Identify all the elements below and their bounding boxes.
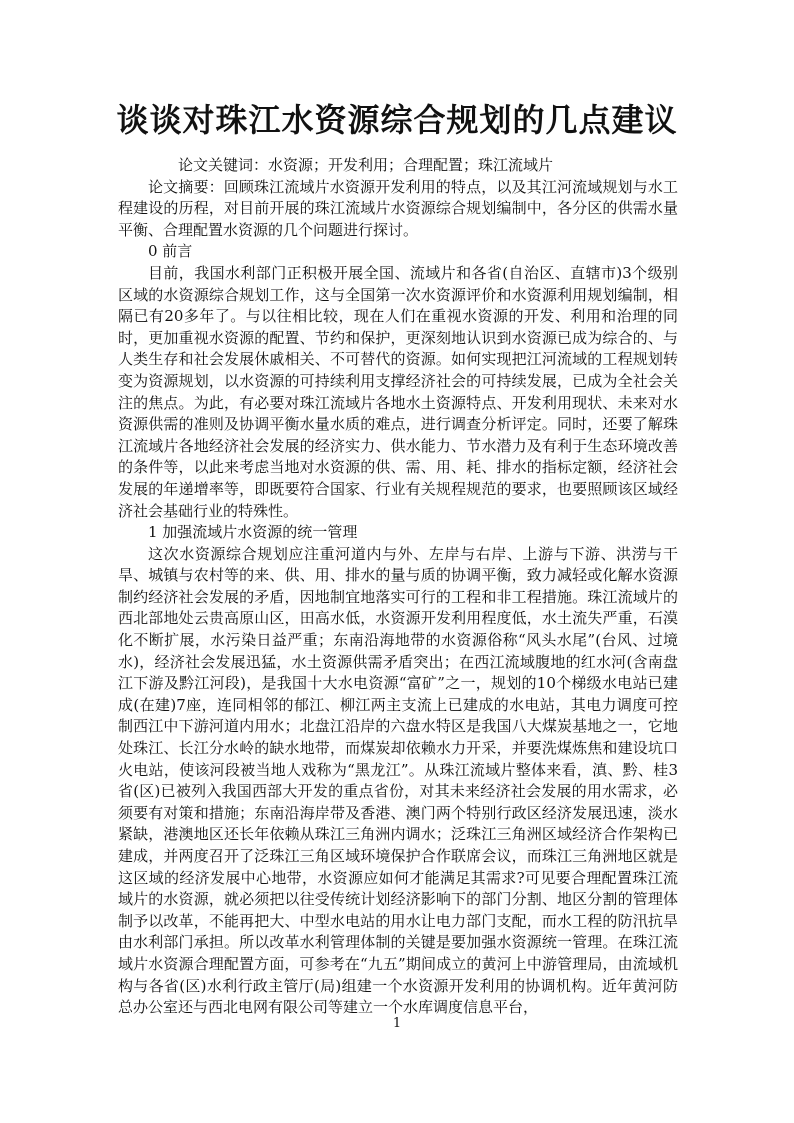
page-number: 1	[392, 1016, 402, 1031]
section-heading: 0 前言	[148, 242, 193, 261]
document-title: 谈谈对珠江水资源综合规划的几点建议	[116, 101, 678, 139]
body-paragraph: 这次水资源综合规划应注重河道内与外、左岸与右岸、上游与下游、洪涝与干旱、城镇与农村等的来、供、用、排水的量与质的协调平衡，致力减轻或化解水资源制约经济社会发展的矛盾，因地制宜地落实可行的工程和非工程措施。珠江流域片的西北部地处云贵高原山区，田高水低，水资源开发利用程度低，水土流失严重，石漠化不断扩展，水污染日益严重；东南沿海地带的水资源俗称“风头水尾”(台风、过境水)，经济社会发展迅猛，水土资源供需矛盾突出；在西江流域腹地的红水河(含南盘江下游及黔江河段)，是我国十大水电资源“富矿”之一，规划的10个梯级水电站已建成(在建)7座，连同相邻的郁江、柳江两主支流上已建成的水电站，其电力调度可控制西江中下游河道内用水；北盘江沿岸的六盘水特区是我国八大煤炭基地之一，它地处珠江、长江分水岭的缺水地带，而煤炭却依赖水力开采，并要洗煤炼焦和建设坑口火电站，使该河段被当地人戏称为“黑龙江”。从珠江流域片整体来看，滇、黔、桂3省(区)已被列入我国西部大开发的重点省份，对其未来经济社会发展的用水需求，必须要有对策和措施；东南沿海岸带及香港、澳门两个特别行政区经济发展迅速，淡水紧缺，港澳地区还长年依赖从珠江三角洲内调水；泛珠江三角洲区域经济合作架构已建成，并两度召开了泛珠江三角区域环境保护合作联席会议，而珠江三角洲地区就是这区域的经济发展中心地带，水资源应如何才能满足其需求?可见要合理配置珠江流域片的水资源，就必须把以往受传统计划经济影响下的部门分割、地区分割的管理体制予以改革，不能再把大、中型水电站的用水让电力部门支配，而水工程的防汛抗旱由水利部门承担。所以改革水利管理体制的关键是要加强水资源统一管理。在珠江流域片水资源合理配置方面，可参考在“九五”期间成立的黄河上中游管理局，由流域机构与各省(区)水利行政主管厅(局)组建一个水资源开发利用的协调机构。近年黄河防总办公室还与西北电网有限公司等建立一个水库调度信息平台，	[118, 544, 678, 1017]
keywords-paragraph: 论文关键词：水资源；开发利用；合理配置；珠江流域片	[178, 156, 554, 174]
body-paragraph: 目前，我国水利部门正积极开展全国、流域片和各省(自治区、直辖市)3个级别区域的水资源综合规划工作，这与全国第一次水资源评价和水资源利用规划编制，相隔已有20多年了。与以往相比较，现在人们在重视水资源的开发、利用和治理的同时，更加重视水资源的配置、节约和保护，更深刻地认识到水资源已成为综合的、与人类生存和社会发展休戚相关、不可替代的资源。如何实现把江河流域的工程规划转变为资源规划，以水资源的可持续利用支撑经济社会的可持续发展，已成为全社会关注的焦点。为此，有必要对珠江流域片各地水土资源特点、开发利用现状、未来对水资源供需的准则及协调平衡水量水质的难点，进行调查分析评定。同时，还要了解珠江流域片各地经济社会发展的经济实力、供水能力、节水潜力及有利于生态环境改善的条件等，以此来考虑当地对水资源的供、需、用、耗、排水的指标定额，经济社会发展的年递增率等，即既要符合国家、行业有关规程规范的要求，也要照顾该区域经济社会基础行业的特殊性。	[118, 263, 678, 520]
document-body	[118, 155, 678, 1019]
section-heading: 1 加强流域片水资源的统一管理	[148, 523, 358, 542]
abstract-paragraph: 论文摘要：回顾珠江流域片水资源开发利用的特点，以及其江河流域规划与水工程建设的历程，对目前开展的珠江流域片水资源综合规划编制中，各分区的供需水量平衡、合理配置水资源的几个问题进行探讨。	[118, 177, 678, 239]
